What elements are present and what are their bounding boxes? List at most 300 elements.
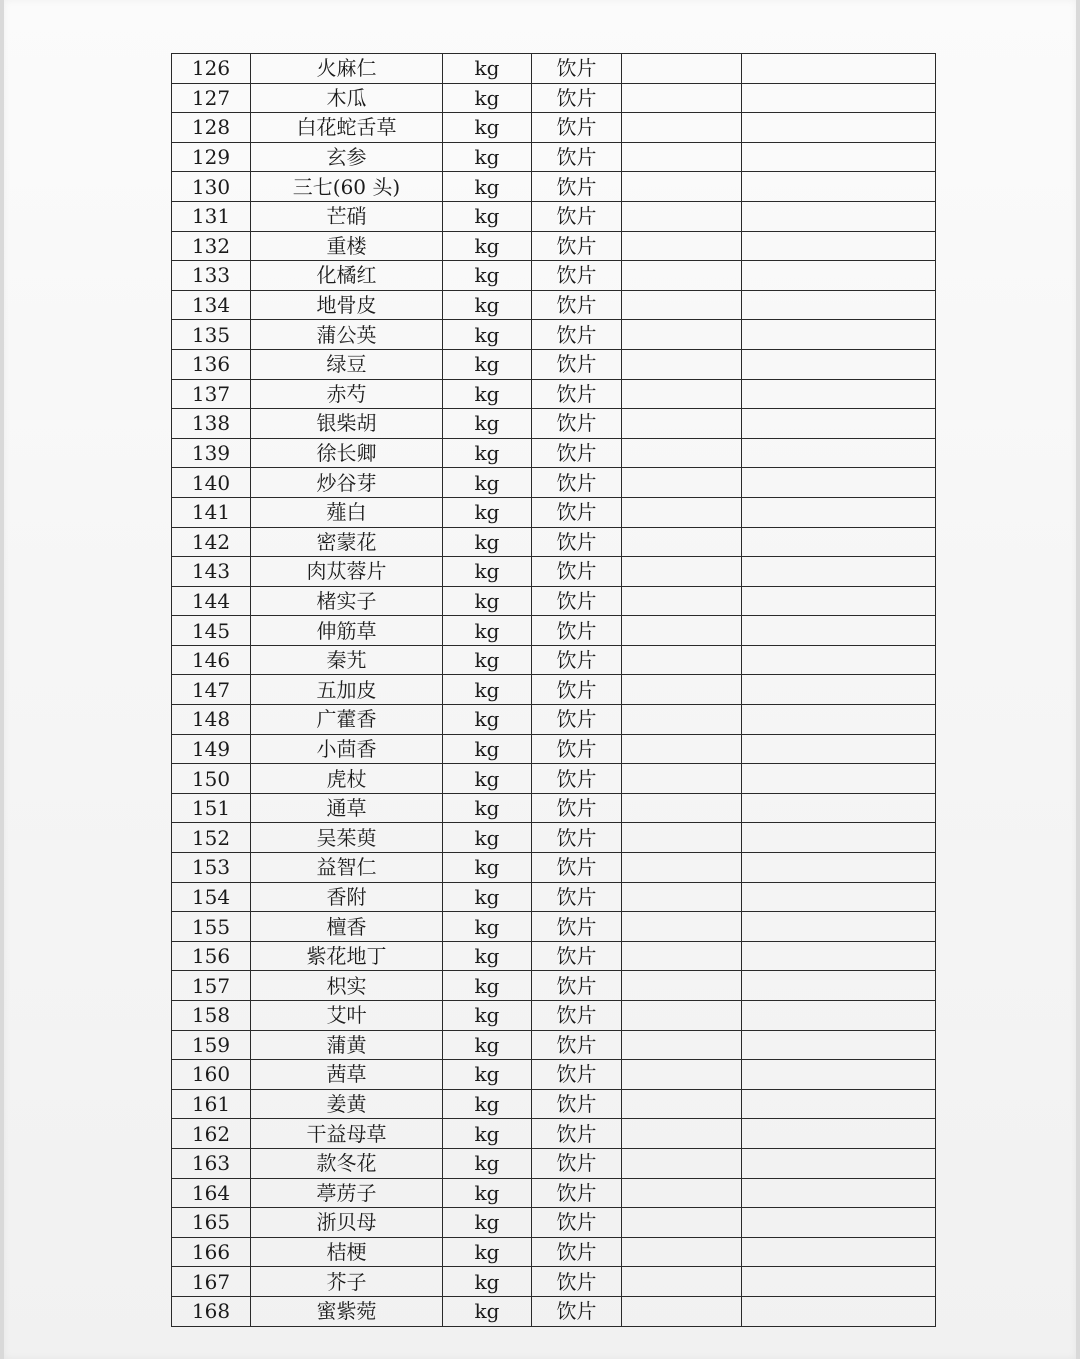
herb-name-cell: 虎杖 — [251, 764, 443, 794]
blank-cell-1 — [622, 261, 742, 291]
table-row — [172, 83, 936, 113]
category-cell: 饮片 — [532, 261, 622, 291]
blank-cell-2 — [742, 912, 936, 942]
blank-cell-1 — [622, 912, 742, 942]
blank-cell-2 — [742, 1030, 936, 1060]
herb-name-cell: 木瓜 — [251, 83, 443, 113]
table-row — [172, 172, 936, 202]
blank-cell-2 — [742, 142, 936, 172]
unit-cell: kg — [443, 1119, 532, 1149]
herb-name-cell: 紫花地丁 — [251, 941, 443, 971]
blank-cell-2 — [742, 793, 936, 823]
unit-cell: kg — [443, 734, 532, 764]
blank-cell-1 — [622, 705, 742, 735]
blank-cell-2 — [742, 527, 936, 557]
unit-cell: kg — [443, 409, 532, 439]
blank-cell-1 — [622, 54, 742, 84]
table-row — [172, 438, 936, 468]
blank-cell-1 — [622, 1178, 742, 1208]
blank-cell-1 — [622, 557, 742, 587]
category-cell: 饮片 — [532, 734, 622, 764]
category-cell: 饮片 — [532, 1060, 622, 1090]
unit-cell: kg — [443, 823, 532, 853]
blank-cell-1 — [622, 1148, 742, 1178]
table-row — [172, 882, 936, 912]
blank-cell-2 — [742, 675, 936, 705]
row-number-cell: 126 — [172, 54, 251, 84]
unit-cell: kg — [443, 349, 532, 379]
table-row — [172, 349, 936, 379]
category-cell: 饮片 — [532, 1178, 622, 1208]
category-cell: 饮片 — [532, 1119, 622, 1149]
blank-cell-1 — [622, 586, 742, 616]
blank-cell-2 — [742, 290, 936, 320]
blank-cell-1 — [622, 1119, 742, 1149]
unit-cell: kg — [443, 172, 532, 202]
row-number-cell: 140 — [172, 468, 251, 498]
unit-cell: kg — [443, 1208, 532, 1238]
table-row — [172, 853, 936, 883]
blank-cell-2 — [742, 1237, 936, 1267]
row-number-cell: 133 — [172, 261, 251, 291]
table-row — [172, 468, 936, 498]
category-cell: 饮片 — [532, 971, 622, 1001]
unit-cell: kg — [443, 290, 532, 320]
unit-cell: kg — [443, 557, 532, 587]
row-number-cell: 164 — [172, 1178, 251, 1208]
unit-cell: kg — [443, 1178, 532, 1208]
unit-cell: kg — [443, 201, 532, 231]
unit-cell: kg — [443, 379, 532, 409]
unit-cell: kg — [443, 853, 532, 883]
blank-cell-2 — [742, 379, 936, 409]
unit-cell: kg — [443, 1001, 532, 1031]
herb-name-cell: 广藿香 — [251, 705, 443, 735]
blank-cell-1 — [622, 1267, 742, 1297]
table-row — [172, 645, 936, 675]
category-cell: 饮片 — [532, 379, 622, 409]
category-cell: 饮片 — [532, 1001, 622, 1031]
row-number-cell: 127 — [172, 83, 251, 113]
unit-cell: kg — [443, 645, 532, 675]
table-row — [172, 1208, 936, 1238]
category-cell: 饮片 — [532, 675, 622, 705]
blank-cell-2 — [742, 231, 936, 261]
blank-cell-2 — [742, 705, 936, 735]
row-number-cell: 168 — [172, 1296, 251, 1326]
blank-cell-1 — [622, 1237, 742, 1267]
blank-cell-2 — [742, 349, 936, 379]
row-number-cell: 161 — [172, 1089, 251, 1119]
row-number-cell: 137 — [172, 379, 251, 409]
row-number-cell: 129 — [172, 142, 251, 172]
row-number-cell: 134 — [172, 290, 251, 320]
blank-cell-2 — [742, 557, 936, 587]
herb-name-cell: 益智仁 — [251, 853, 443, 883]
table-row — [172, 1089, 936, 1119]
row-number-cell: 132 — [172, 231, 251, 261]
category-cell: 饮片 — [532, 290, 622, 320]
row-number-cell: 165 — [172, 1208, 251, 1238]
table-row — [172, 971, 936, 1001]
herb-name-cell: 楮实子 — [251, 586, 443, 616]
category-cell: 饮片 — [532, 1148, 622, 1178]
herb-name-cell: 芥子 — [251, 1267, 443, 1297]
herb-name-cell: 枳实 — [251, 971, 443, 1001]
blank-cell-1 — [622, 1060, 742, 1090]
category-cell: 饮片 — [532, 941, 622, 971]
herb-name-cell: 化橘红 — [251, 261, 443, 291]
row-number-cell: 147 — [172, 675, 251, 705]
table-row — [172, 793, 936, 823]
category-cell: 饮片 — [532, 231, 622, 261]
blank-cell-2 — [742, 941, 936, 971]
unit-cell: kg — [443, 1296, 532, 1326]
blank-cell-2 — [742, 1148, 936, 1178]
category-cell: 饮片 — [532, 172, 622, 202]
unit-cell: kg — [443, 1060, 532, 1090]
table-row — [172, 142, 936, 172]
category-cell: 饮片 — [532, 142, 622, 172]
herb-name-cell: 五加皮 — [251, 675, 443, 705]
unit-cell: kg — [443, 142, 532, 172]
unit-cell: kg — [443, 941, 532, 971]
herb-name-cell: 蒲黄 — [251, 1030, 443, 1060]
herb-name-cell: 小茴香 — [251, 734, 443, 764]
blank-cell-2 — [742, 586, 936, 616]
row-number-cell: 131 — [172, 201, 251, 231]
unit-cell: kg — [443, 1267, 532, 1297]
category-cell: 饮片 — [532, 201, 622, 231]
unit-cell: kg — [443, 675, 532, 705]
blank-cell-2 — [742, 645, 936, 675]
row-number-cell: 150 — [172, 764, 251, 794]
category-cell: 饮片 — [532, 1267, 622, 1297]
blank-cell-2 — [742, 1060, 936, 1090]
blank-cell-2 — [742, 616, 936, 646]
table-row — [172, 1267, 936, 1297]
blank-cell-2 — [742, 1119, 936, 1149]
table-row — [172, 1237, 936, 1267]
category-cell: 饮片 — [532, 557, 622, 587]
blank-cell-1 — [622, 409, 742, 439]
blank-cell-1 — [622, 231, 742, 261]
category-cell: 饮片 — [532, 912, 622, 942]
herb-name-cell: 玄参 — [251, 142, 443, 172]
unit-cell: kg — [443, 1148, 532, 1178]
table-row — [172, 616, 936, 646]
table-row — [172, 1119, 936, 1149]
herb-name-cell: 炒谷芽 — [251, 468, 443, 498]
row-number-cell: 166 — [172, 1237, 251, 1267]
unit-cell: kg — [443, 793, 532, 823]
category-cell: 饮片 — [532, 497, 622, 527]
row-number-cell: 148 — [172, 705, 251, 735]
unit-cell: kg — [443, 1237, 532, 1267]
blank-cell-2 — [742, 54, 936, 84]
category-cell: 饮片 — [532, 527, 622, 557]
row-number-cell: 139 — [172, 438, 251, 468]
row-number-cell: 152 — [172, 823, 251, 853]
unit-cell: kg — [443, 586, 532, 616]
category-cell: 饮片 — [532, 113, 622, 143]
blank-cell-1 — [622, 1001, 742, 1031]
table-row — [172, 113, 936, 143]
blank-cell-1 — [622, 1030, 742, 1060]
row-number-cell: 130 — [172, 172, 251, 202]
unit-cell: kg — [443, 468, 532, 498]
blank-cell-1 — [622, 853, 742, 883]
blank-cell-2 — [742, 882, 936, 912]
row-number-cell: 144 — [172, 586, 251, 616]
unit-cell: kg — [443, 1030, 532, 1060]
row-number-cell: 128 — [172, 113, 251, 143]
herb-name-cell: 款冬花 — [251, 1148, 443, 1178]
unit-cell: kg — [443, 320, 532, 350]
herb-name-cell: 葶苈子 — [251, 1178, 443, 1208]
row-number-cell: 162 — [172, 1119, 251, 1149]
blank-cell-2 — [742, 1267, 936, 1297]
category-cell: 饮片 — [532, 1237, 622, 1267]
category-cell: 饮片 — [532, 1296, 622, 1326]
row-number-cell: 160 — [172, 1060, 251, 1090]
blank-cell-1 — [622, 1208, 742, 1238]
row-number-cell: 163 — [172, 1148, 251, 1178]
blank-cell-1 — [622, 113, 742, 143]
herb-name-cell: 地骨皮 — [251, 290, 443, 320]
unit-cell: kg — [443, 54, 532, 84]
blank-cell-2 — [742, 83, 936, 113]
herb-name-cell: 檀香 — [251, 912, 443, 942]
table-row — [172, 557, 936, 587]
table-row — [172, 1178, 936, 1208]
unit-cell: kg — [443, 261, 532, 291]
blank-cell-1 — [622, 823, 742, 853]
herb-name-cell: 绿豆 — [251, 349, 443, 379]
blank-cell-1 — [622, 882, 742, 912]
row-number-cell: 158 — [172, 1001, 251, 1031]
table-row — [172, 290, 936, 320]
table-row — [172, 1296, 936, 1326]
herb-list-table — [171, 53, 936, 1327]
unit-cell: kg — [443, 971, 532, 1001]
blank-cell-2 — [742, 497, 936, 527]
row-number-cell: 167 — [172, 1267, 251, 1297]
unit-cell: kg — [443, 438, 532, 468]
herb-name-cell: 桔梗 — [251, 1237, 443, 1267]
herb-name-cell: 香附 — [251, 882, 443, 912]
table-row — [172, 1060, 936, 1090]
blank-cell-1 — [622, 793, 742, 823]
category-cell: 饮片 — [532, 705, 622, 735]
table-row — [172, 409, 936, 439]
herb-name-cell: 肉苁蓉片 — [251, 557, 443, 587]
blank-cell-2 — [742, 1208, 936, 1238]
blank-cell-1 — [622, 675, 742, 705]
blank-cell-1 — [622, 201, 742, 231]
blank-cell-1 — [622, 468, 742, 498]
unit-cell: kg — [443, 527, 532, 557]
herb-name-cell: 薤白 — [251, 497, 443, 527]
blank-cell-1 — [622, 349, 742, 379]
category-cell: 饮片 — [532, 54, 622, 84]
category-cell: 饮片 — [532, 616, 622, 646]
blank-cell-2 — [742, 1089, 936, 1119]
row-number-cell: 145 — [172, 616, 251, 646]
blank-cell-1 — [622, 83, 742, 113]
table-row — [172, 261, 936, 291]
row-number-cell: 149 — [172, 734, 251, 764]
herb-name-cell: 银柴胡 — [251, 409, 443, 439]
herb-name-cell: 赤芍 — [251, 379, 443, 409]
table-row — [172, 1030, 936, 1060]
unit-cell: kg — [443, 83, 532, 113]
category-cell: 饮片 — [532, 1208, 622, 1238]
category-cell: 饮片 — [532, 1089, 622, 1119]
unit-cell: kg — [443, 705, 532, 735]
blank-cell-2 — [742, 734, 936, 764]
row-number-cell: 156 — [172, 941, 251, 971]
category-cell: 饮片 — [532, 409, 622, 439]
blank-cell-2 — [742, 261, 936, 291]
row-number-cell: 157 — [172, 971, 251, 1001]
table-row — [172, 379, 936, 409]
herb-name-cell: 重楼 — [251, 231, 443, 261]
blank-cell-1 — [622, 971, 742, 1001]
category-cell: 饮片 — [532, 793, 622, 823]
blank-cell-2 — [742, 1001, 936, 1031]
category-cell: 饮片 — [532, 882, 622, 912]
blank-cell-1 — [622, 616, 742, 646]
table-row — [172, 705, 936, 735]
table-row — [172, 586, 936, 616]
herb-name-cell: 火麻仁 — [251, 54, 443, 84]
blank-cell-2 — [742, 438, 936, 468]
blank-cell-1 — [622, 320, 742, 350]
blank-cell-1 — [622, 527, 742, 557]
herb-name-cell: 艾叶 — [251, 1001, 443, 1031]
category-cell: 饮片 — [532, 438, 622, 468]
table-row — [172, 497, 936, 527]
category-cell: 饮片 — [532, 645, 622, 675]
row-number-cell: 142 — [172, 527, 251, 557]
category-cell: 饮片 — [532, 320, 622, 350]
herb-name-cell: 浙贝母 — [251, 1208, 443, 1238]
herb-name-cell: 姜黄 — [251, 1089, 443, 1119]
table-row — [172, 201, 936, 231]
blank-cell-2 — [742, 409, 936, 439]
blank-cell-2 — [742, 172, 936, 202]
category-cell: 饮片 — [532, 764, 622, 794]
herb-name-cell: 茜草 — [251, 1060, 443, 1090]
row-number-cell: 138 — [172, 409, 251, 439]
table-row — [172, 823, 936, 853]
blank-cell-1 — [622, 764, 742, 794]
table-row — [172, 764, 936, 794]
table-row — [172, 527, 936, 557]
blank-cell-2 — [742, 1296, 936, 1326]
blank-cell-1 — [622, 1296, 742, 1326]
category-cell: 饮片 — [532, 1030, 622, 1060]
blank-cell-1 — [622, 941, 742, 971]
paper-sheet — [4, 0, 1076, 1359]
table-row — [172, 231, 936, 261]
herb-name-cell: 伸筋草 — [251, 616, 443, 646]
row-number-cell: 155 — [172, 912, 251, 942]
category-cell: 饮片 — [532, 468, 622, 498]
table-row — [172, 675, 936, 705]
blank-cell-1 — [622, 497, 742, 527]
category-cell: 饮片 — [532, 349, 622, 379]
blank-cell-1 — [622, 734, 742, 764]
table-row — [172, 941, 936, 971]
blank-cell-2 — [742, 853, 936, 883]
blank-cell-2 — [742, 764, 936, 794]
row-number-cell: 153 — [172, 853, 251, 883]
row-number-cell: 146 — [172, 645, 251, 675]
table-row — [172, 912, 936, 942]
herb-name-cell: 吴茱萸 — [251, 823, 443, 853]
table-row — [172, 54, 936, 84]
category-cell: 饮片 — [532, 823, 622, 853]
blank-cell-1 — [622, 379, 742, 409]
blank-cell-2 — [742, 201, 936, 231]
unit-cell: kg — [443, 764, 532, 794]
herb-name-cell: 通草 — [251, 793, 443, 823]
row-number-cell: 135 — [172, 320, 251, 350]
unit-cell: kg — [443, 912, 532, 942]
blank-cell-2 — [742, 113, 936, 143]
category-cell: 饮片 — [532, 83, 622, 113]
blank-cell-2 — [742, 823, 936, 853]
herb-name-cell: 干益母草 — [251, 1119, 443, 1149]
blank-cell-1 — [622, 172, 742, 202]
row-number-cell: 136 — [172, 349, 251, 379]
herb-name-cell: 芒硝 — [251, 201, 443, 231]
blank-cell-1 — [622, 290, 742, 320]
blank-cell-1 — [622, 438, 742, 468]
blank-cell-1 — [622, 1089, 742, 1119]
herb-name-cell: 蜜紫菀 — [251, 1296, 443, 1326]
blank-cell-2 — [742, 320, 936, 350]
row-number-cell: 143 — [172, 557, 251, 587]
blank-cell-1 — [622, 645, 742, 675]
unit-cell: kg — [443, 231, 532, 261]
category-cell: 饮片 — [532, 586, 622, 616]
herb-name-cell: 秦艽 — [251, 645, 443, 675]
row-number-cell: 151 — [172, 793, 251, 823]
herb-name-cell: 密蒙花 — [251, 527, 443, 557]
unit-cell: kg — [443, 616, 532, 646]
herb-name-cell: 徐长卿 — [251, 438, 443, 468]
herb-name-cell: 白花蛇舌草 — [251, 113, 443, 143]
blank-cell-2 — [742, 468, 936, 498]
blank-cell-1 — [622, 142, 742, 172]
row-number-cell: 159 — [172, 1030, 251, 1060]
table-body — [172, 54, 936, 1327]
table-row — [172, 320, 936, 350]
table-row — [172, 1148, 936, 1178]
herb-name-cell: 蒲公英 — [251, 320, 443, 350]
unit-cell: kg — [443, 1089, 532, 1119]
table-row — [172, 734, 936, 764]
category-cell: 饮片 — [532, 853, 622, 883]
blank-cell-2 — [742, 1178, 936, 1208]
row-number-cell: 141 — [172, 497, 251, 527]
blank-cell-2 — [742, 971, 936, 1001]
herb-name-cell: 三七(60 头) — [251, 172, 443, 202]
table-row — [172, 1001, 936, 1031]
